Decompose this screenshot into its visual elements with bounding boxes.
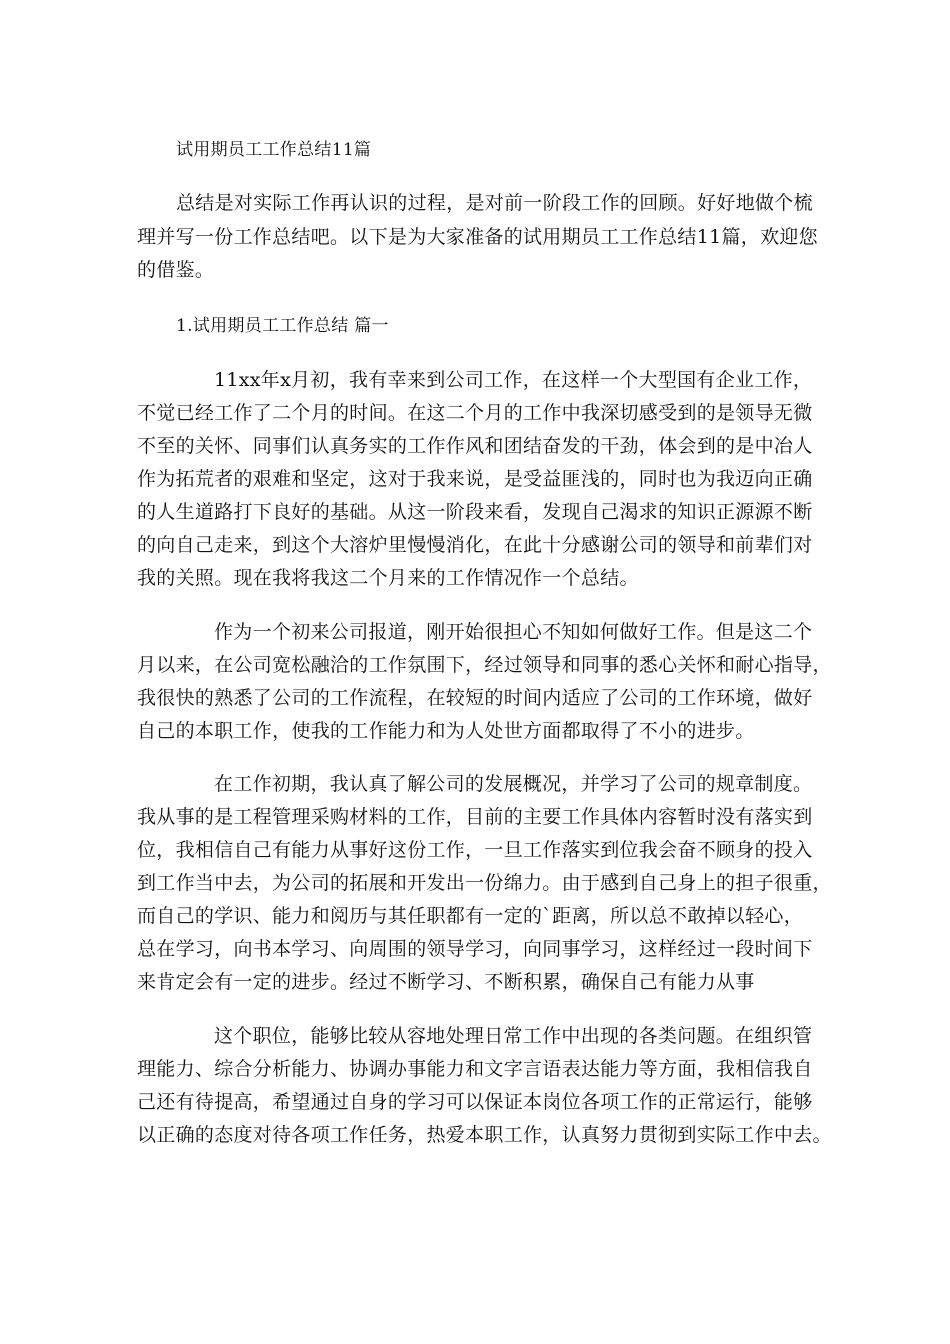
intro-line: 总结是对实际工作再认识的过程，是对前一阶段工作的回顾。好好地做个梳 xyxy=(176,192,813,214)
paragraph-line: 不觉已经工作了二个月的时间。在这二个月的工作中我深切感受到的是领导无微 xyxy=(137,402,813,424)
section-heading: 1.试用期员工工作总结 篇一 xyxy=(176,316,389,336)
paragraph-line: 来肯定会有一定的进步。经过不断学习、不断积累，确保自己有能力从事 xyxy=(137,971,755,993)
paragraph-line: 不至的关怀、同事们认真务实的工作作风和团结奋发的干劲，体会到的是中冶人 xyxy=(137,435,813,457)
paragraph-line: 这个职位，能够比较从容地处理日常工作中出现的各类问题。在组织管 xyxy=(214,1025,813,1047)
paragraph-line: 而自己的学识、能力和阅历与其任职都有一定的`距离，所以总不敢掉以轻心， xyxy=(137,905,804,927)
paragraph-line: 总在学习，向书本学习、向周围的领导学习，向同事学习，这样经过一段时间下 xyxy=(137,938,813,960)
paragraph-line: 位，我相信自己有能力从事好这份工作，一旦工作落实到位我会奋不顾身的投入 xyxy=(137,839,813,861)
paragraph-line: 月以来，在公司宽松融洽的工作氛围下，经过领导和同事的悉心关怀和耐心指导， xyxy=(137,654,832,676)
paragraph-line: 11xx年x月初，我有幸来到公司工作，在这样一个大型国有企业工作， xyxy=(214,369,813,391)
paragraph-line: 自己的本职工作，使我的工作能力和为人处世方面都取得了不小的进步。 xyxy=(137,720,755,742)
paragraph-line: 到工作当中去，为公司的拓展和开发出一份绵力。由于感到自己身上的担子很重， xyxy=(137,872,832,894)
paragraph-line: 己还有待提高，希望通过自身的学习可以保证本岗位各项工作的正常运行，能够 xyxy=(137,1091,813,1113)
paragraph-line: 以正确的态度对待各项工作任务，热爱本职工作，认真努力贯彻到实际工作中去。 xyxy=(137,1124,832,1146)
document-title: 试用期员工工作总结11篇 xyxy=(176,140,372,160)
paragraph-line: 我从事的是工程管理采购材料的工作，目前的主要工作具体内容暂时没有落实到 xyxy=(137,806,813,828)
paragraph-line: 我的关照。现在我将我这二个月来的工作情况作一个总结。 xyxy=(137,567,639,589)
paragraph-line: 在工作初期，我认真了解公司的发展概况，并学习了公司的规章制度。 xyxy=(214,773,813,795)
paragraph-line: 的向自己走来，到这个大溶炉里慢慢消化，在此十分感谢公司的领导和前辈们对 xyxy=(137,534,813,556)
intro-line: 理并写一份工作总结吧。以下是为大家准备的试用期员工工作总结11篇，欢迎您 xyxy=(137,226,818,248)
paragraph-line: 作为一个初来公司报道，刚开始很担心不知如何做好工作。但是这二个 xyxy=(214,621,813,643)
paragraph-line: 理能力、综合分析能力、协调办事能力和文字言语表达能力等方面，我相信我自 xyxy=(137,1058,813,1080)
paragraph-line: 作为拓荒者的艰难和坚定，这对于我来说，是受益匪浅的，同时也为我迈向正确 xyxy=(137,468,813,490)
paragraph-line: 我很快的熟悉了公司的工作流程，在较短的时间内适应了公司的工作环境，做好 xyxy=(137,687,813,709)
intro-line: 的借鉴。 xyxy=(137,259,215,281)
paragraph-line: 的人生道路打下良好的基础。从这一阶段来看，发现自己渴求的知识正源源不断 xyxy=(137,501,813,523)
